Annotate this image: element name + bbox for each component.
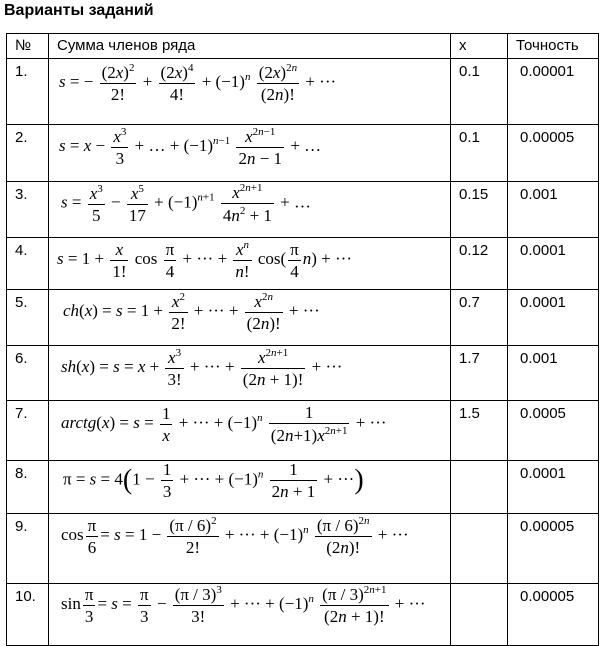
page-title: Варианты заданий (4, 2, 154, 19)
x-value (451, 514, 508, 584)
series-formula: s = $\frac{x^3}{5}$ − $\frac{x^5}{17}$ + $(-1)^{n+1}$ $\frac{x^{2n+1}}{4n^2 + 1}$ + … (49, 182, 451, 238)
x-value (451, 584, 508, 646)
x-value: 0.15 (451, 182, 508, 238)
accuracy-value: 0.0005 (508, 401, 599, 461)
x-value: 0.12 (451, 238, 508, 290)
series-formula: π = s = 4(1 − $\frac{1}{3}$ + ··· + $(-1)^n$ $\frac{1}{2n + 1}$ + ···) (49, 461, 451, 514)
table-row (7, 346, 599, 401)
row-number: 3. (7, 182, 49, 238)
accuracy-value: 0.0001 (508, 290, 599, 346)
x-value: 0.1 (451, 125, 508, 182)
table-row (7, 290, 599, 346)
accuracy-value: 0.0001 (508, 461, 599, 514)
accuracy-value: 0.00005 (508, 584, 599, 646)
accuracy-value: 0.001 (508, 346, 599, 401)
table-row (7, 461, 599, 514)
table-row (7, 401, 599, 461)
x-value: 1.5 (451, 401, 508, 461)
table-row (7, 238, 599, 290)
table-row (7, 584, 599, 646)
series-formula: sin $\frac{\pi}{3}$ = s = $\frac{\pi}{3}$ − $\frac{(\pi / 3)^3}{3!}$ + ··· + $(-1)^n$ $\frac{(\pi / 3)^{2n+1}}{(2n + 1)!}$ + ··· (49, 584, 451, 646)
table-row (7, 514, 599, 584)
variants-table (6, 33, 599, 646)
accuracy-value: 0.00005 (508, 125, 599, 182)
header-accuracy: Точность (508, 34, 599, 59)
accuracy-value: 0.0001 (508, 238, 599, 290)
header-formula: Сумма членов ряда (49, 34, 451, 59)
row-number: 8. (7, 461, 49, 514)
series-formula: sh(x) = s = x + $\frac{x^3}{3!}$ + ··· + $\frac{x^{2n+1}}{(2n + 1)!}$ + ··· (49, 346, 451, 401)
series-formula: cos $\frac{\pi}{6}$ = s = 1 − $\frac{(\pi / 6)^2}{2!}$ + ··· + $(-1)^n$ $\frac{(\pi / 6)^{2n}}{(2n)!}$ + ··· (49, 514, 451, 584)
series-formula: s = − $\frac{(2x)^2}{2!}$ + $\frac{(2x)^4}{4!}$ + $(-1)^n$ $\frac{(2x)^{2n}}{(2n)!}$ + ··· (49, 59, 451, 125)
series-formula: ch(x) = s = 1 + $\frac{x^2}{2!}$ + ··· + $\frac{x^{2n}}{(2n)!}$ + ··· (49, 290, 451, 346)
header-num: № (7, 34, 49, 59)
accuracy-value: 0.00005 (508, 514, 599, 584)
table-row (7, 59, 599, 125)
x-value: 1.7 (451, 346, 508, 401)
x-value: 0.7 (451, 290, 508, 346)
series-formula: s = 1 + $\frac{x}{1!}$ cos $\frac{\pi}{4}$ + ··· + $\frac{x^n}{n!}$ cos( $\frac{\pi}{4}$ n) + ··· (49, 238, 451, 290)
accuracy-value: 0.00001 (508, 59, 599, 125)
row-number: 6. (7, 346, 49, 401)
series-formula: arctg(x) = s = $\frac{1}{x}$ + ··· + $(-1)^n$ $\frac{1}{(2n+1)x^{2n+1}}$ + ··· (49, 401, 451, 461)
header-row (7, 34, 599, 59)
table-row (7, 182, 599, 238)
row-number: 2. (7, 125, 49, 182)
row-number: 7. (7, 401, 49, 461)
row-number: 4. (7, 238, 49, 290)
accuracy-value: 0.001 (508, 182, 599, 238)
series-formula: s = x − $\frac{x^3}{3}$ + … + $(-1)^{n-1}$ $\frac{x^{2n-1}}{2n - 1}$ + … (49, 125, 451, 182)
row-number: 9. (7, 514, 49, 584)
row-number: 10. (7, 584, 49, 646)
header-x: x (451, 34, 508, 59)
row-number: 5. (7, 290, 49, 346)
x-value (451, 461, 508, 514)
row-number: 1. (7, 59, 49, 125)
x-value: 0.1 (451, 59, 508, 125)
table-row (7, 125, 599, 182)
